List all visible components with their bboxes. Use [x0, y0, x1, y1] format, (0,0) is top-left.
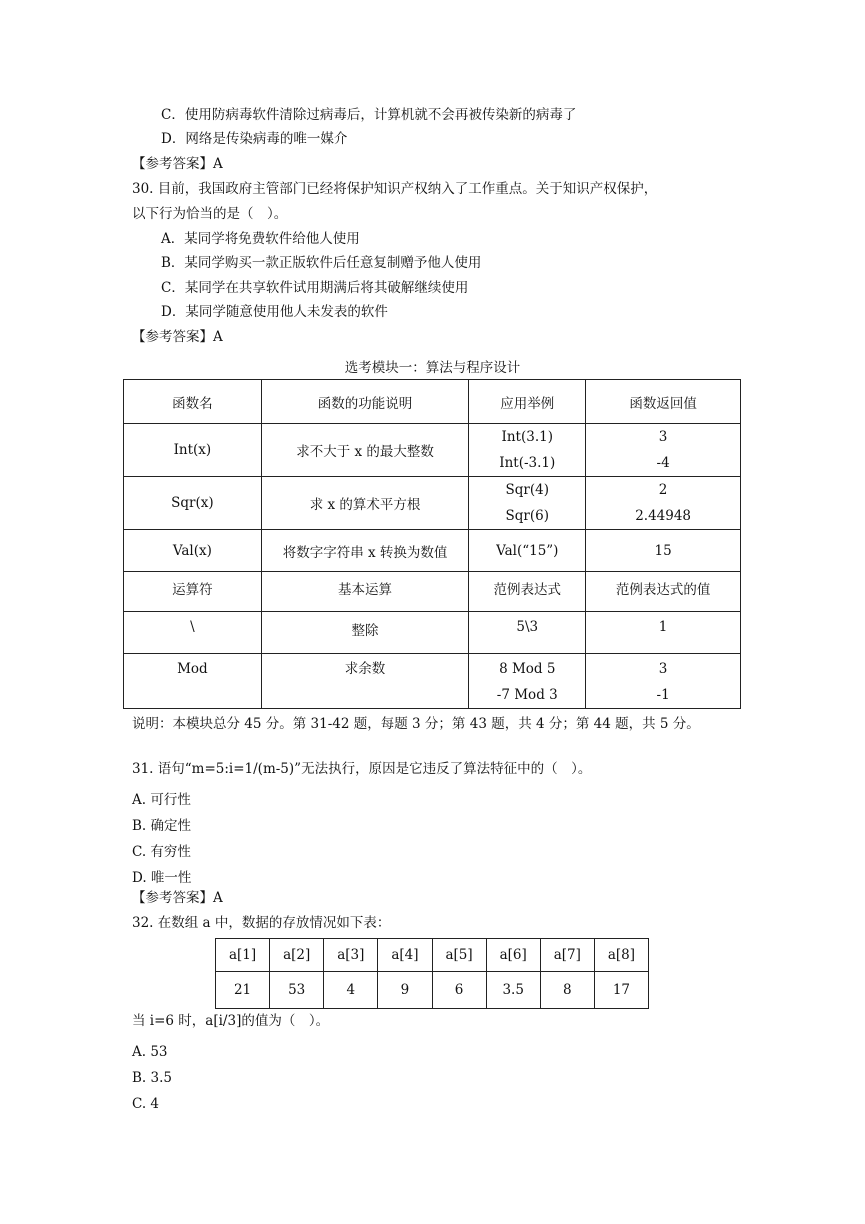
q32-stem: 32. 在数组 a 中，数据的存放情况如下表：	[132, 915, 391, 931]
array-value-cell: 6	[432, 972, 486, 1009]
q30-answer: 【参考答案】A	[132, 329, 223, 345]
op-example-cell: 5\3	[469, 612, 586, 654]
array-value-cell: 9	[378, 972, 432, 1009]
op-result-cell	[586, 654, 741, 709]
array-value-cell: 8	[540, 972, 594, 1009]
header-cell: 函数返回值	[586, 380, 741, 424]
op-example-cell	[469, 654, 586, 709]
table-row	[124, 612, 741, 654]
operator-table-header	[124, 572, 741, 612]
array-index-cell: a[4]	[378, 939, 432, 972]
module-note: 说明：本模块总分 45 分。第 31-42 题，每题 3 分；第 43 题，共 4 分；第 44 题，共 5 分。	[132, 716, 700, 732]
q30-option-d: D．某同学随意使用他人未发表的软件	[161, 304, 388, 320]
array-index-cell: a[8]	[594, 939, 648, 972]
module-title: 选考模块一：算法与程序设计	[344, 360, 521, 376]
example-line: Sqr(6)	[505, 508, 549, 524]
func-name-cell: Sqr(x)	[124, 477, 262, 530]
operator-cell: \	[124, 612, 262, 654]
array-value-cell: 21	[216, 972, 270, 1009]
q32-question: 当 i=6 时，a[i/3]的值为（ ）。	[132, 1013, 330, 1029]
array-index-cell: a[6]	[486, 939, 540, 972]
table-row	[124, 530, 741, 572]
func-desc-cell: 求不大于 x 的最大整数	[261, 424, 469, 477]
result-line: 2.44948	[635, 508, 692, 524]
q29-answer: 【参考答案】A	[132, 156, 223, 172]
example-line: -7 Mod 3	[496, 687, 558, 703]
array-value-row	[216, 972, 649, 1009]
func-result-cell	[586, 424, 741, 477]
basic-op-cell: 整除	[261, 612, 469, 654]
array-value-cell: 53	[270, 972, 324, 1009]
result-line: 3	[658, 661, 668, 677]
q31-option-a: A. 可行性	[132, 792, 191, 808]
table-row	[124, 424, 741, 477]
q32-option-a: A. 53	[132, 1044, 168, 1060]
header-cell: 运算符	[124, 572, 262, 612]
func-name-cell: Val(x)	[124, 530, 262, 572]
q31-option-b: B. 确定性	[132, 818, 192, 834]
header-cell: 范例表达式的值	[586, 572, 741, 612]
header-cell: 范例表达式	[469, 572, 586, 612]
q31-stem: 31. 语句“m=5:i=1/(m-5)”无法执行，原因是它违反了算法特征中的（ ）。	[132, 761, 592, 777]
func-example-cell	[469, 424, 586, 477]
func-example-cell: Val(“15”)	[469, 530, 586, 572]
basic-op-cell	[261, 654, 469, 709]
operator-text: Mod	[177, 661, 208, 677]
array-value-cell: 4	[324, 972, 378, 1009]
function-table	[123, 379, 741, 709]
array-index-cell: a[1]	[216, 939, 270, 972]
example-line: 8 Mod 5	[499, 661, 556, 677]
function-table-header	[124, 380, 741, 424]
table-row	[124, 477, 741, 530]
func-desc-cell: 求 x 的算术平方根	[261, 477, 469, 530]
array-index-cell: a[7]	[540, 939, 594, 972]
q29-option-d: D．网络是传染病毒的唯一媒介	[161, 131, 348, 147]
q32-option-c: C. 4	[132, 1096, 160, 1112]
header-cell: 函数的功能说明	[261, 380, 469, 424]
header-cell: 基本运算	[261, 572, 469, 612]
q32-option-b: B. 3.5	[132, 1070, 172, 1086]
array-index-row	[216, 939, 649, 972]
func-result-cell	[586, 477, 741, 530]
q30-option-c: C．某同学在共享软件试用期满后将其破解继续使用	[161, 280, 469, 296]
basic-op-text: 求余数	[344, 661, 386, 677]
q30-stem-line1: 30. 目前，我国政府主管部门已经将保护知识产权纳入了工作重点。关于知识产权保护，	[132, 181, 658, 197]
func-desc-cell: 将数字字符串 x 转换为数值	[261, 530, 469, 572]
operator-cell	[124, 654, 262, 709]
array-value-cell: 17	[594, 972, 648, 1009]
result-line: 3	[658, 429, 668, 445]
example-line: Int(3.1)	[501, 429, 553, 445]
q31-option-d: D. 唯一性	[132, 870, 192, 886]
result-line: -4	[656, 455, 670, 471]
example-line: Sqr(4)	[505, 482, 549, 498]
array-value-cell: 3.5	[486, 972, 540, 1009]
array-index-cell: a[2]	[270, 939, 324, 972]
array-index-cell: a[3]	[324, 939, 378, 972]
q31-option-c: C. 有穷性	[132, 844, 191, 860]
func-example-cell	[469, 477, 586, 530]
func-result-cell: 15	[586, 530, 741, 572]
result-line: 2	[658, 482, 668, 498]
q29-option-c: C．使用防病毒软件清除过病毒后，计算机就不会再被传染新的病毒了	[161, 107, 577, 123]
func-name-cell: Int(x)	[124, 424, 262, 477]
table-row	[124, 654, 741, 709]
example-line: Int(-3.1)	[499, 455, 556, 471]
q30-option-b: B．某同学购买一款正版软件后任意复制赠予他人使用	[161, 255, 482, 271]
header-cell: 函数名	[124, 380, 262, 424]
array-index-cell: a[5]	[432, 939, 486, 972]
q30-option-a: A．某同学将免费软件给他人使用	[161, 231, 360, 247]
result-line: -1	[656, 687, 670, 703]
q30-stem-line2: 以下行为恰当的是（ ）。	[132, 206, 288, 222]
q31-answer: 【参考答案】A	[132, 890, 223, 906]
op-result-cell: 1	[586, 612, 741, 654]
header-cell: 应用举例	[469, 380, 586, 424]
array-table	[215, 938, 649, 1009]
